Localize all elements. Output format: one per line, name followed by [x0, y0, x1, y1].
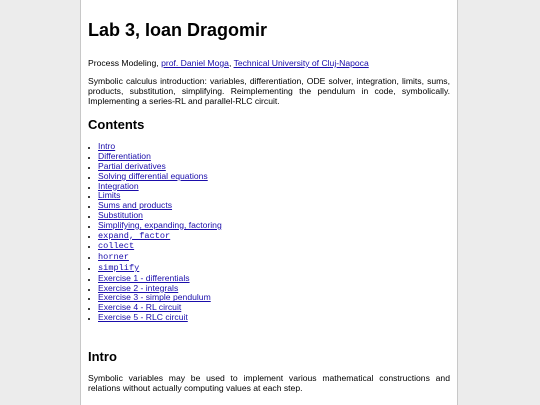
toc-item [98, 313, 450, 323]
toc-link-differentiation[interactable]: Differentiation [98, 151, 151, 162]
subtitle-separator: , [228, 58, 234, 68]
subtitle-prefix: Process Modeling, [88, 58, 162, 68]
contents-heading: Contents [88, 117, 145, 133]
toc-link-exercise-1[interactable]: Exercise 1 - differentials [98, 272, 190, 283]
toc-link-simplify[interactable]: simplify [98, 262, 140, 273]
university-link[interactable]: Technical University of Cluj-Napoca [233, 58, 369, 68]
instructor-link[interactable]: prof. Daniel Moga [161, 58, 229, 68]
toc-item [98, 182, 450, 192]
toc-item [98, 231, 450, 242]
toc-link-exercise-3[interactable]: Exercise 3 - simple pendulum [98, 292, 211, 303]
subtitle [88, 58, 450, 69]
toc-link-exercise-2[interactable]: Exercise 2 - integrals [98, 282, 179, 293]
toc-link-simplifying[interactable]: Simplifying, expanding, factoring [98, 219, 222, 230]
toc-link-limits[interactable]: Limits [98, 190, 121, 201]
toc-link-intro[interactable]: Intro [98, 141, 116, 152]
toc-link-collect[interactable]: collect [98, 241, 135, 252]
table-of-contents [88, 142, 450, 322]
toc-item [98, 252, 450, 263]
page-title: Lab 3, Ioan Dragomir [88, 20, 268, 40]
document-page [80, 0, 458, 405]
toc-item [98, 201, 450, 211]
toc-link-solving-differential-equations[interactable]: Solving differential equations [98, 170, 208, 181]
toc-item [98, 172, 450, 182]
description-paragraph: Symbolic calculus introduction: variables, differentiation, ODE solver, integration, limits, sums, products, substitution, simplifying. Reimplementing the pendulum in code, symbolically. Implementing a series-RL and parallel-RLC circuit. [88, 76, 450, 106]
intro-paragraph: Symbolic variables may be used to implement various mathematical constructions and relations without actually computing values at each step. [88, 372, 450, 393]
toc-link-substitution[interactable]: Substitution [98, 209, 143, 220]
toc-item [98, 241, 450, 252]
toc-link-exercise-5[interactable]: Exercise 5 - RLC circuit [98, 311, 188, 322]
toc-link-partial-derivatives[interactable]: Partial derivatives [98, 160, 166, 171]
toc-item [98, 221, 450, 231]
toc-link-horner[interactable]: horner [98, 252, 129, 263]
toc-link-exercise-4[interactable]: Exercise 4 - RL circuit [98, 302, 182, 313]
intro-heading: Intro [88, 348, 117, 364]
toc-link-integration[interactable]: Integration [98, 180, 139, 191]
toc-link-expand-factor[interactable]: expand, factor [98, 230, 171, 241]
toc-link-sums-and-products[interactable]: Sums and products [98, 200, 173, 211]
